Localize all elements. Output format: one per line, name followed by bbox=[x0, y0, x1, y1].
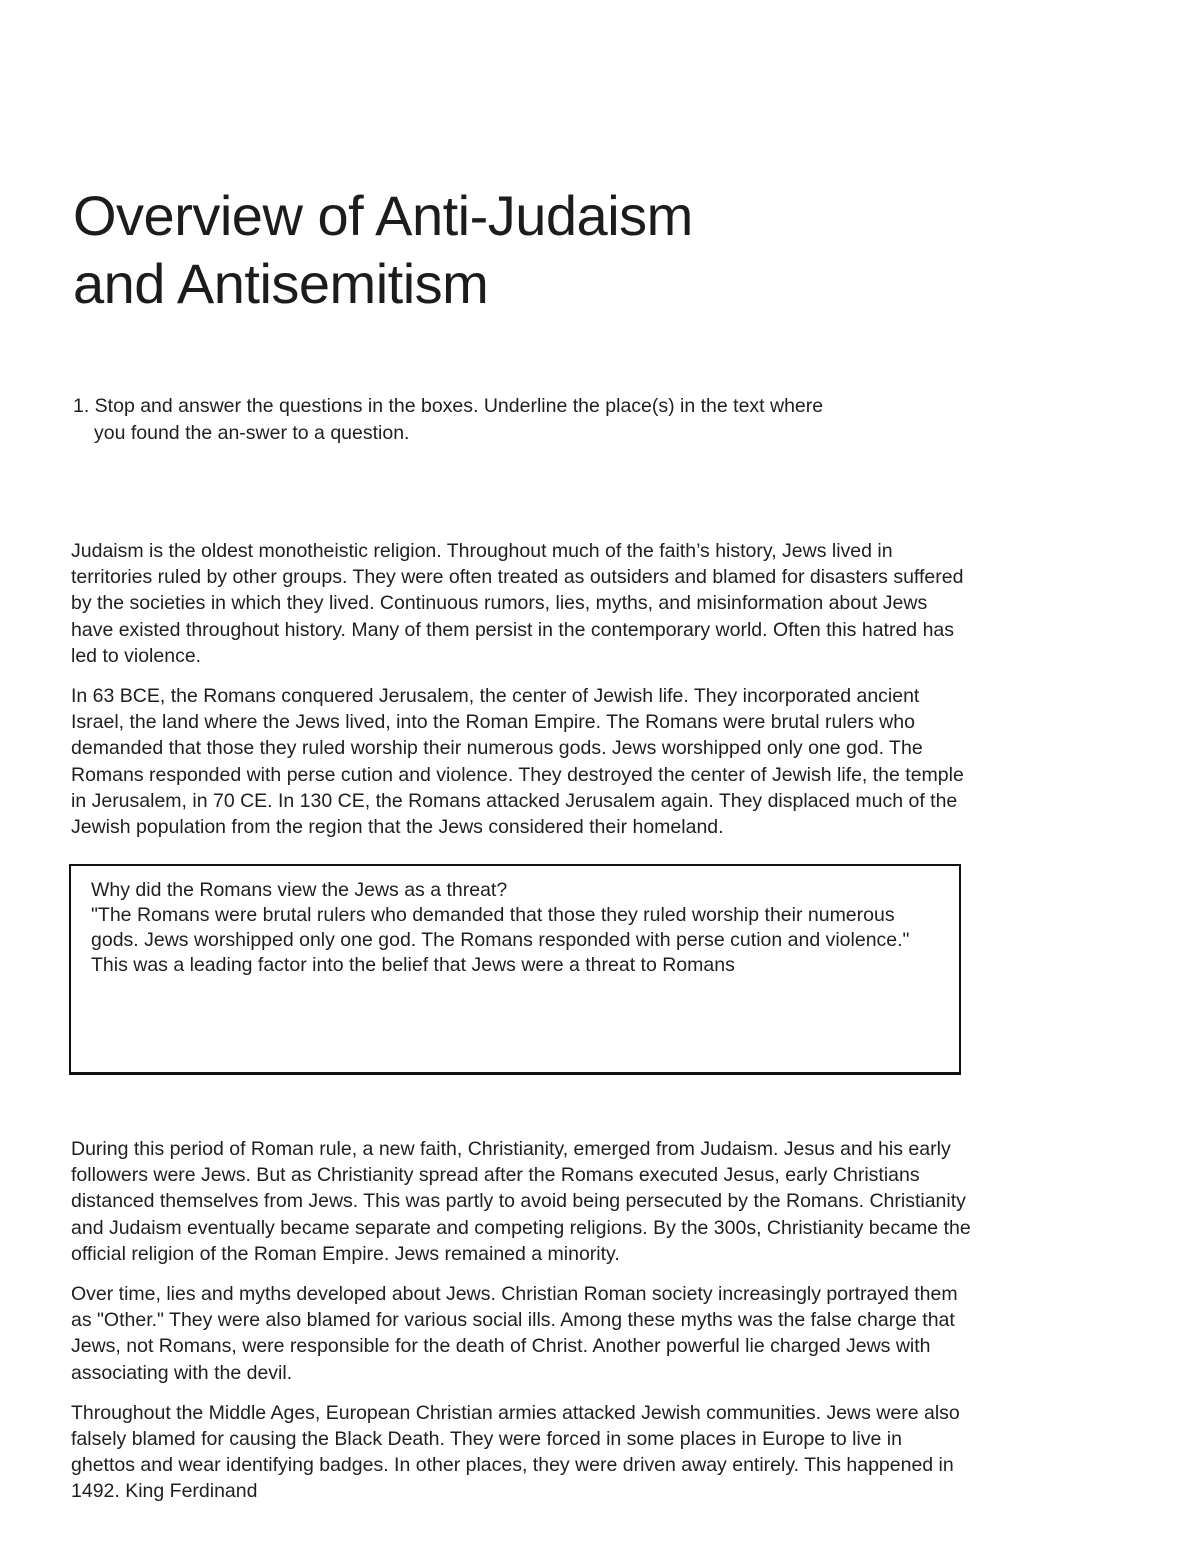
title-line-1: Overview of Anti-Judaism bbox=[73, 184, 693, 247]
question-answer-box[interactable] bbox=[69, 864, 961, 1075]
paragraph-myths: Over time, lies and myths developed about Jews. Christian Roman society increasingly portrayed them as "Other." They were also blamed for various social ills. Among these myths was the false charge that Jews, not Romans, were responsible for the death of Christ. Another powerful lie charged Jews with associating with the devil. bbox=[71, 1283, 958, 1384]
paragraph-middle-ages: Throughout the Middle Ages, European Christian armies attacked Jewish communities. Jews were also falsely blamed for causing the Black Death. They were forced in some places in Europe to live in ghettos and wear identifying badges. In other places, they were driven away entirely. This happened in 1492. King Ferdinand bbox=[71, 1401, 960, 1503]
answer-text[interactable]: "The Romans were brutal rulers who demanded that those they ruled worship their numerous gods. Jews worshipped only one god. The Romans responded with perse cution and violence." This was a leading factor into the belief that Jews were a threat to Romans bbox=[91, 904, 910, 976]
paragraph-roman-conquest: In 63 BCE, the Romans conquered Jerusalem, the center of Jewish life. They incorporated ancient Israel, the land where the Jews lived, into the Roman Empire. The Romans were brutal rulers who demanded that those they ruled worship their numerous gods. Jews worshipped only one god. The Romans responded with perse cution and violence. They destroyed the center of Jewish life, the temple in Jerusalem, in 70 CE. In 130 CE, the Romans attacked Jerusalem again. They displaced much of the Jewish population from the region that the Jews considered their homeland. bbox=[71, 685, 964, 839]
title-line-2: and Antisemitism bbox=[73, 252, 489, 315]
paragraph-intro: Judaism is the oldest monotheistic religion. Throughout much of the faith’s history, Jews lived in territories ruled by other groups. They were often treated as outsiders and blamed for disasters suffered by the societies in which they lived. Continuous rumors, lies, myths, and misinformation about Jews have existed throughout history. Many of them persist in the contemporary world. Often this hatred has led to violence. bbox=[71, 540, 964, 667]
body-text-section-1 bbox=[71, 538, 971, 854]
question-text: Why did the Romans view the Jews as a threat? bbox=[91, 879, 508, 901]
body-text-section-2 bbox=[71, 1136, 971, 1519]
instruction-line-1: 1. Stop and answer the questions in the boxes. Underline the place(s) in the text where bbox=[73, 395, 824, 417]
paragraph-christianity: During this period of Roman rule, a new faith, Christianity, emerged from Judaism. Jesus and his early followers were Jews. But as Christianity spread after the Romans executed Jesus, early Christians distanced themselves from Jews. This was partly to avoid being persecuted by the Romans. Christianity and Judaism eventually became separate and competing religions. By the 300s, Christianity became the official religion of the Roman Empire. Jews remained a minority. bbox=[71, 1138, 971, 1265]
instruction-line-2: you found the an-swer to a question. bbox=[94, 422, 410, 444]
page-title bbox=[73, 182, 693, 318]
question-answer-content bbox=[91, 878, 941, 978]
instruction bbox=[73, 393, 933, 447]
